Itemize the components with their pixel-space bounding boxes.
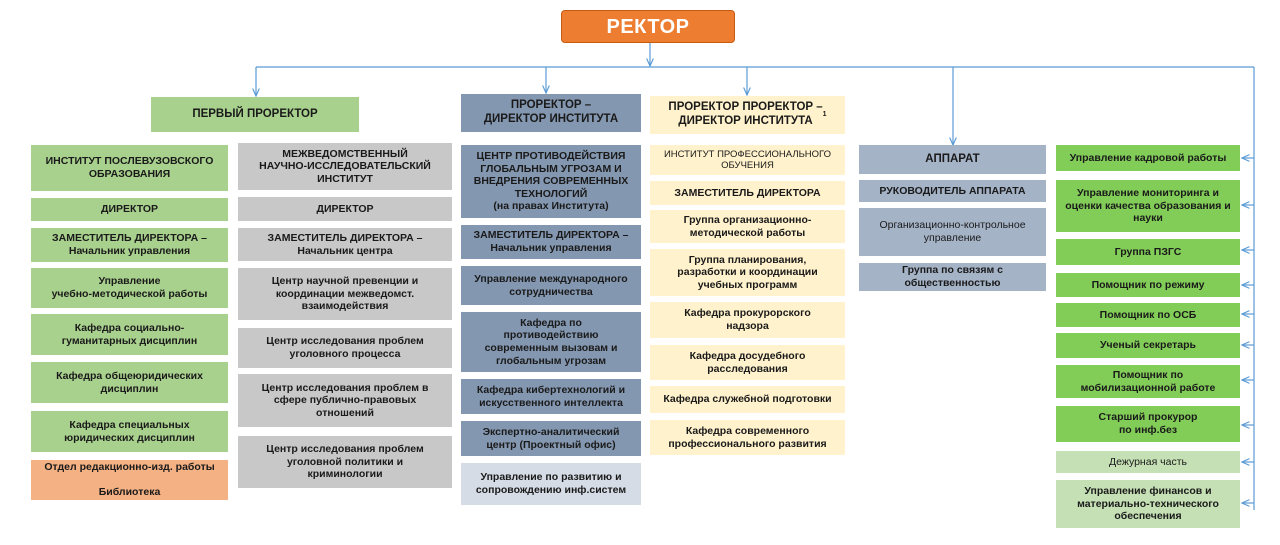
cybertech-ai-chair-box: Кафедра кибертехнологий и искусственного интеллекта [461,379,641,414]
educational-methodical-dept-box: Управление учебно-методической работы [31,268,228,308]
hr-dept-box: Управление кадровой работы [1056,145,1240,171]
postgraduate-director-box: ДИРЕКТОР [31,198,228,221]
research-director-box: ДИРЕКТОР [238,197,452,221]
international-cooperation-box: Управление международного сотрудничества [461,266,641,305]
finance-logistics-dept-box: Управление финансов и материально-технического обеспечения [1056,480,1240,528]
social-humanities-chair-box: Кафедра социально- гуманитарных дисциплин [31,314,228,355]
professional-development-chair-box: Кафедра современного профессионального развития [650,420,845,455]
senior-prosecutor-box: Старший прокурор по инф.без [1056,406,1240,442]
pti-deputy-box: ЗАМЕСТИТЕЛЬ ДИРЕКТОРА [650,181,845,205]
quality-monitoring-dept-box: Управление мониторинга и оценки качества образования и науки [1056,180,1240,232]
editorial-library-box: Отдел редакционно-изд. работы Библиотека [31,460,228,500]
research-deputy-box: ЗАМЕСТИТЕЛЬ ДИРЕКТОРА – Начальник центра [238,228,452,261]
regime-assistant-box: Помощник по режиму [1056,273,1240,297]
info-systems-dept-box: Управление по развитию и сопровождению инф.систем [461,463,641,505]
prevention-center-box: Центр научной превенции и координации межведомст. взаимодействия [238,268,452,320]
general-law-chair-box: Кафедра общеюридических дисциплин [31,362,228,403]
mobilization-assistant-box: Помощник по мобилизационной работе [1056,365,1240,398]
special-law-chair-box: Кафедра специальных юридических дисциплин [31,411,228,452]
expert-analytical-center-box: Экспертно-аналитический центр (Проектный офис) [461,421,641,456]
prosecutorial-supervision-chair-box: Кафедра прокурорского надзора [650,302,845,338]
scientific-secretary-box: Ученый секретарь [1056,333,1240,358]
duty-unit-box: Дежурная часть [1056,451,1240,473]
organizational-methodical-group-box: Группа организационно- методической работы [650,210,845,243]
modern-challenges-chair-box: Кафедра по противодействию современным вызовам и глобальным угрозам [461,312,641,372]
pzgs-group-box: Группа ПЗГС [1056,239,1240,265]
vice-rector-director-2-label: ПРОРЕКТОР ПРОРЕКТОР – ДИРЕКТОР ИНСТИТУТА [668,101,823,127]
apparatus-box: АППАРАТ [859,145,1046,174]
postgraduate-institute-box: ИНСТИТУТ ПОСЛЕВУЗОВСКОГО ОБРАЗОВАНИЯ [31,145,228,191]
rector-box: РЕКТОР [561,10,735,43]
pretrial-investigation-chair-box: Кафедра досудебного расследования [650,345,845,380]
vice-rector-director-2-box [650,96,845,134]
service-training-chair-box: Кафедра служебной подготовки [650,386,845,413]
criminal-process-center-box: Центр исследования проблем уголовного процесса [238,328,452,368]
criminal-policy-center-box: Центр исследования проблем уголовной политики и криминологии [238,436,452,488]
global-threats-center-box: ЦЕНТР ПРОТИВОДЕЙСТВИЯ ГЛОБАЛЬНЫМ УГРОЗАМ И ВНЕДРЕНИЯ СОВРЕМЕННЫХ ТЕХНОЛОГИЙ (на правах Института) [461,145,641,218]
footnote-mark: 1 [822,110,827,118]
organizational-control-dept-box: Организационно-контрольное управление [859,208,1046,256]
public-relations-group-box: Группа по связям с общественностью [859,263,1046,291]
center-deputy-box: ЗАМЕСТИТЕЛЬ ДИРЕКТОРА – Начальник управления [461,225,641,259]
professional-training-institute-box: ИНСТИТУТ ПРОФЕССИОНАЛЬНОГО ОБУЧЕНИЯ [650,145,845,175]
public-law-center-box: Центр исследования проблем в сфере публично-правовых отношений [238,374,452,427]
first-vice-rector-box: ПЕРВЫЙ ПРОРЕКТОР [151,97,359,132]
apparatus-head-box: РУКОВОДИТЕЛЬ АППАРАТА [859,180,1046,202]
osb-assistant-box: Помощник по ОСБ [1056,303,1240,327]
vice-rector-director-box: ПРОРЕКТОР – ДИРЕКТОР ИНСТИТУТА [461,94,641,132]
planning-group-box: Группа планирования, разработки и координации учебных программ [650,249,845,296]
postgraduate-deputy-box: ЗАМЕСТИТЕЛЬ ДИРЕКТОРА – Начальник управления [31,228,228,262]
research-institute-box: МЕЖВЕДОМСТВЕННЫЙ НАУЧНО-ИССЛЕДОВАТЕЛЬСКИЙ ИНСТИТУТ [238,143,452,190]
